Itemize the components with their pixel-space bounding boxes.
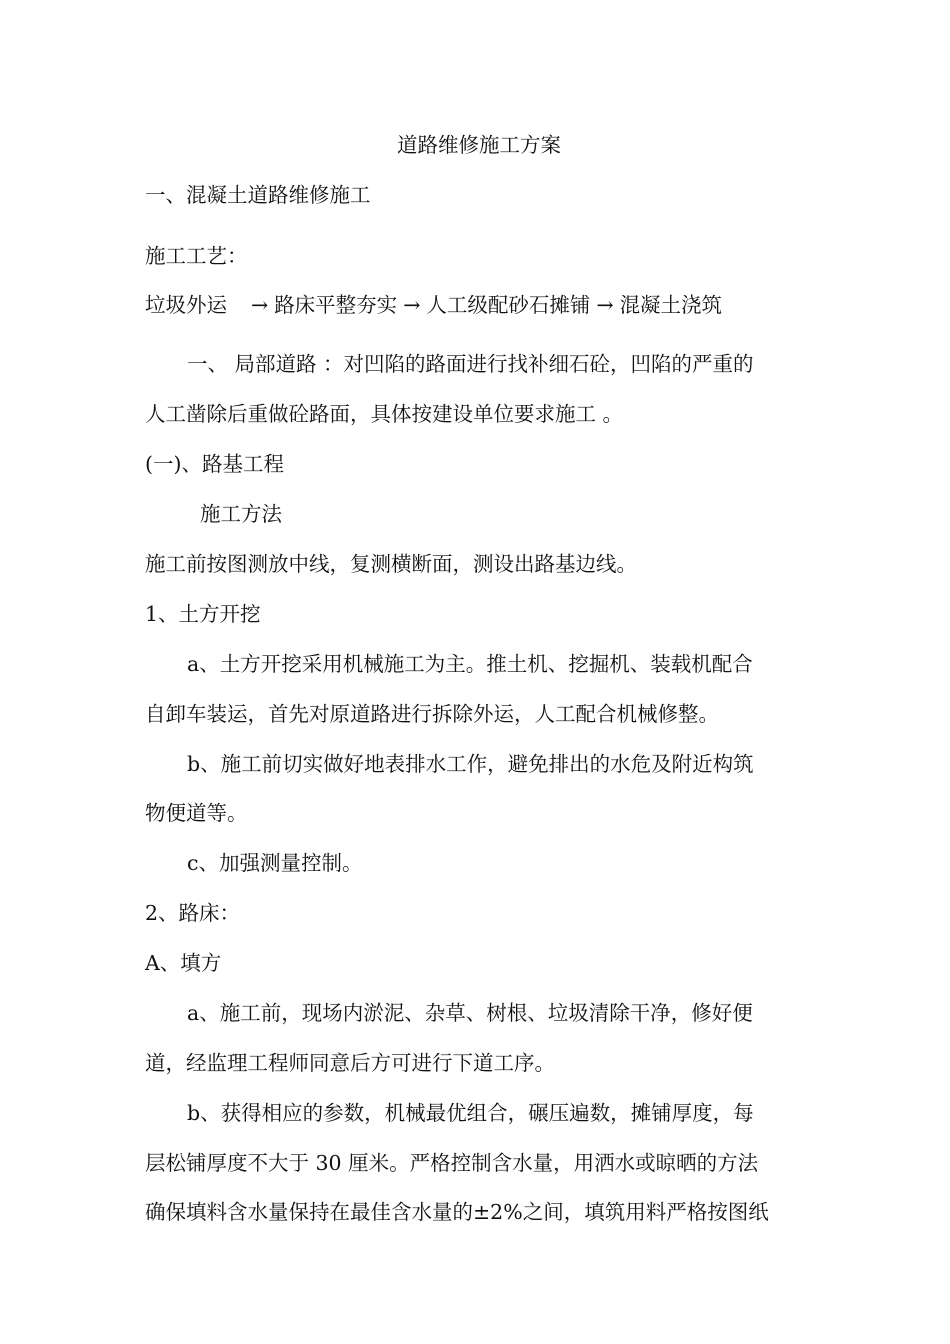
fill-item-b-line-2: 层松铺厚度不大于 30 厘米。严格控制含水量，用洒水或晾晒的方法 [145, 1151, 759, 1175]
process-step-4: 混凝土浇筑 [619, 293, 723, 317]
fill-heading: A、填方 [145, 951, 222, 975]
process-step-1: 垃圾外运 [145, 293, 227, 317]
arrow-icon: → [251, 293, 269, 317]
arrow-icon: → [403, 293, 421, 317]
roadbed-heading: 2、路床： [145, 901, 241, 925]
process-step-3: 人工级配砂石摊铺 [426, 293, 591, 317]
fill-item-b-line-1: b、获得相应的参数，机械最优组合，碾压遍数，摊铺厚度，每 [187, 1101, 754, 1125]
section-heading-concrete-road: 一、混凝土道路维修施工 [145, 183, 371, 207]
fill-item-a-line-1: a、施工前，现场内淤泥、杂草、树根、垃圾清除干净，修好便 [187, 1001, 753, 1025]
subgrade-heading: (一)、路基工程 [145, 452, 284, 476]
earthwork-item-b-line-1: b、施工前切实做好地表排水工作，避免排出的水危及附近构筑 [187, 752, 754, 776]
earthwork-item-a-line-1: a、土方开挖采用机械施工为主。推土机、挖掘机、装载机配合 [187, 652, 753, 676]
process-label: 施工工艺： [145, 244, 248, 268]
local-road-paragraph-line-2: 人工凿除后重做砼路面，具体按建设单位要求施工 。 [145, 402, 624, 426]
document-title: 道路维修施工方案 [397, 133, 561, 157]
process-step-2: 路床平整夯实 [274, 293, 398, 317]
earthwork-heading: 1、土方开挖 [145, 602, 261, 626]
fill-item-a-line-2: 道，经监理工程师同意后方可进行下道工序。 [145, 1051, 555, 1075]
process-flow [145, 291, 815, 319]
fill-item-b-line-3: 确保填料含水量保持在最佳含水量的±2%之间，填筑用料严格按图纸 [145, 1200, 769, 1224]
method-heading: 施工方法 [200, 502, 282, 526]
arrow-icon: → [596, 293, 614, 317]
earthwork-item-b-line-2: 物便道等。 [145, 801, 248, 825]
earthwork-item-a-line-2: 自卸车装运，首先对原道路进行拆除外运，人工配合机械修整。 [145, 702, 719, 726]
method-text: 施工前按图测放中线，复测横断面，测设出路基边线。 [145, 552, 637, 576]
local-road-paragraph-line-1: 一、 局部道路 ：对凹陷的路面进行找补细石砼，凹陷的严重的 [187, 352, 754, 376]
earthwork-item-c: c、加强测量控制。 [187, 851, 363, 875]
